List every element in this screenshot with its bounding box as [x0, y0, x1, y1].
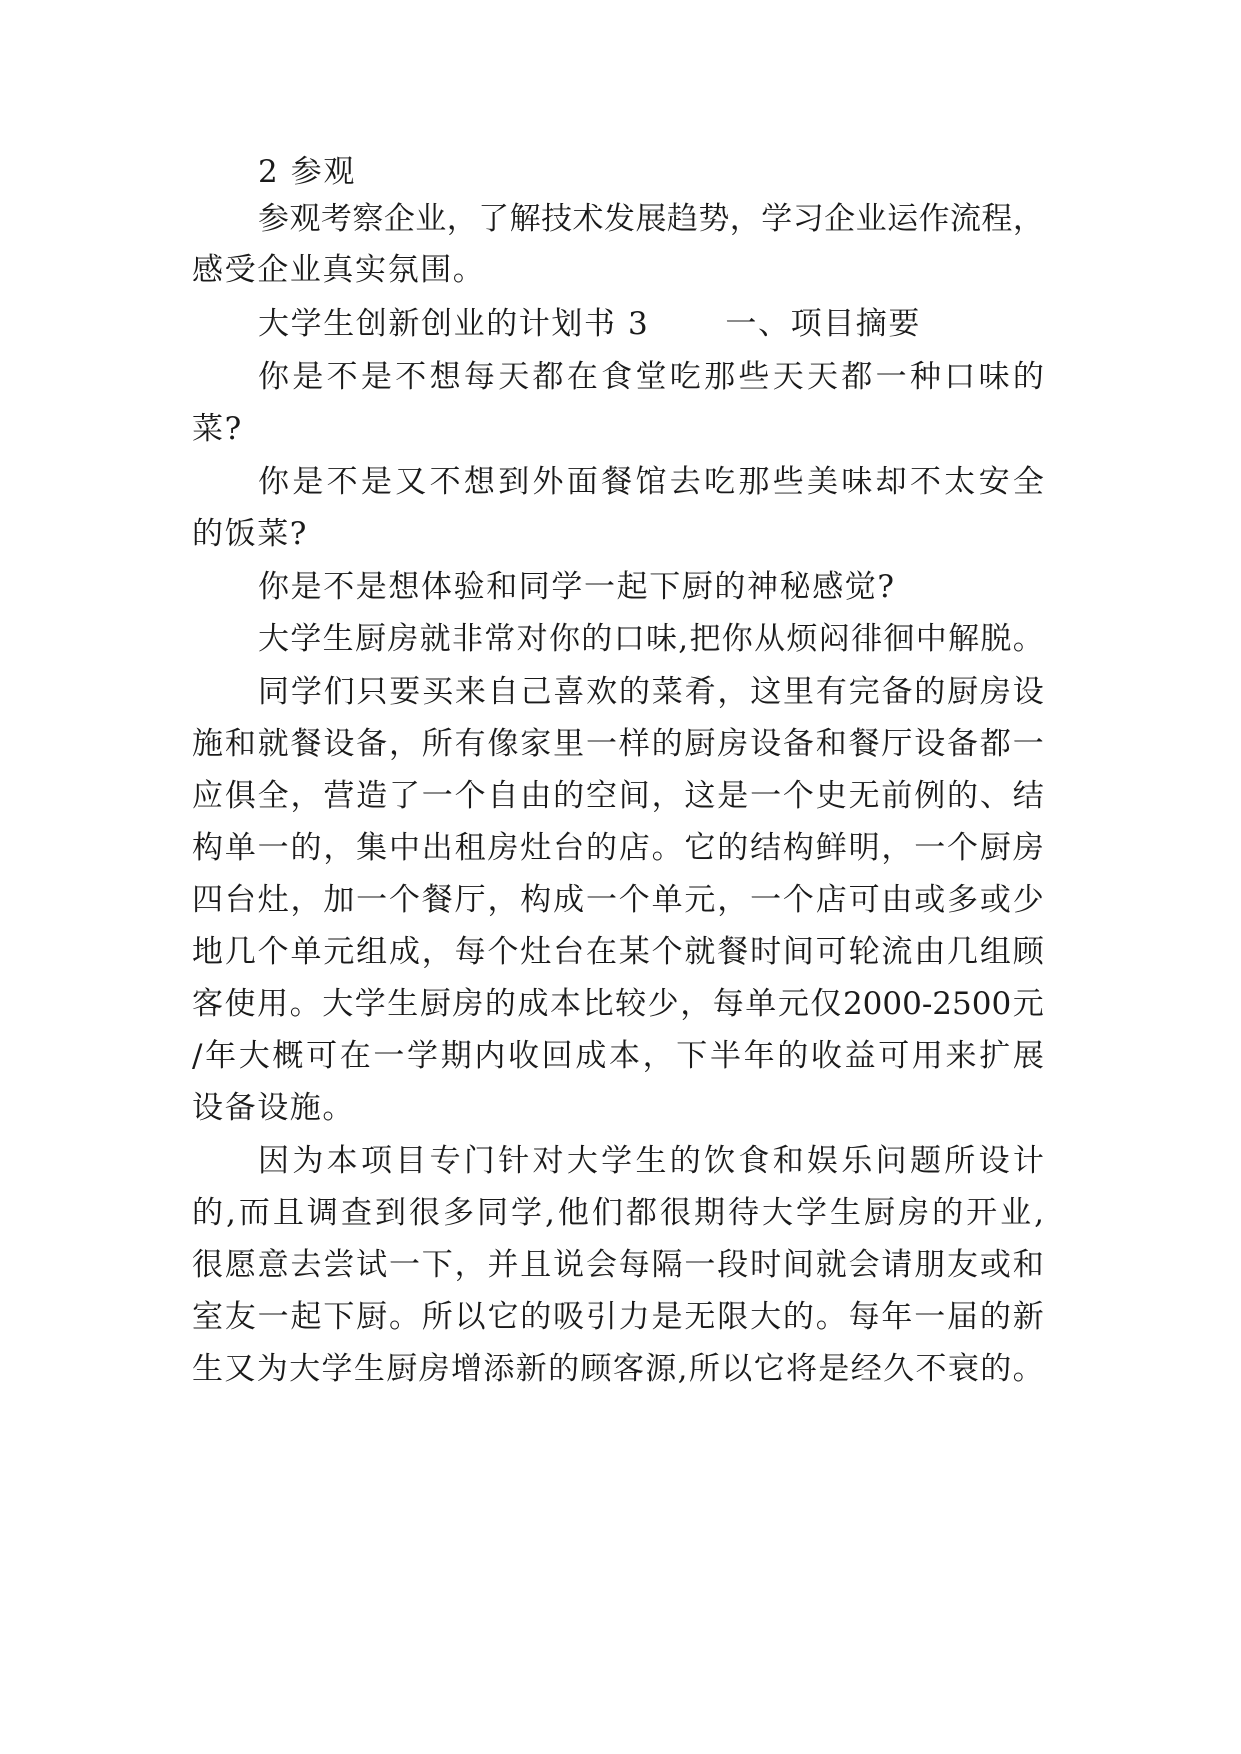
question-2-line-1: 你 是 不 是 又 不 想 到 外 面 餐 馆 去 吃 那 些 美 味 却 不 太 安 全	[258, 464, 1044, 500]
plan-title-line	[258, 304, 921, 344]
attraction-line: 生 又 为 大 学 生 厨 房 增 添 新 的 顾 客 源 , 所 以 它 将 是 经 久 不 衰 的 。	[192, 1351, 1044, 1387]
description-line: 应 俱 全 ， 营 造 了 一 个 自 由 的 空 间 ， 这 是 一 个 史 无 前 例 的 、 结	[192, 778, 1044, 814]
description-line: 客 使 用 。 大 学 生 厨 房 的 成 本 比 较 少 ， 每 单 元 仅 2000-2500 元	[192, 986, 1044, 1022]
attraction-line: 很 愿 意 去 尝 试 一 下 ， 并 且 说 会 每 隔 一 段 时 间 就 会 请 朋 友 或 和	[192, 1247, 1044, 1283]
description-line: 四 台 灶 ， 加 一 个 餐 厅 ， 构 成 一 个 单 元 ， 一 个 店 可 由 或 多 或 少	[192, 882, 1044, 918]
question-3: 你是不是想体验和同学一起下厨的神秘感觉?	[258, 569, 896, 605]
description-line: 同 学 们 只 要 买 来 自 己 喜 欢 的 菜 肴 ， 这 里 有 完 备 的 厨 房 设	[258, 674, 1044, 710]
visit-line-1: 参 观 考 察 企 业 ， 了 解 技 术 发 展 趋 势 ， 学 习 企 业 运 作 流 程 ，	[258, 201, 1044, 237]
question-1-line-1: 你 是 不 是 不 想 每 天 都 在 食 堂 吃 那 些 天 天 都 一 种 口 味 的	[258, 359, 1044, 395]
description-line: 施 和 就 餐 设 备 ， 所 有 像 家 里 一 样 的 厨 房 设 备 和 餐 厅 设 备 都 一	[192, 726, 1044, 762]
description-line: 地 几 个 单 元 组 成 ， 每 个 灶 台 在 某 个 就 餐 时 间 可 轮 流 由 几 组 顾	[192, 934, 1044, 970]
description-line: 设备设施。	[192, 1090, 355, 1126]
question-1-line-2: 菜?	[192, 411, 243, 447]
plan-title: 大学生创新创业的计划书 3	[258, 306, 650, 342]
attraction-line: 的 , 而 且 调 查 到 很 多 同 学 , 他 们 都 很 期 待 大 学 生 厨 房 的 开 业 ,	[192, 1195, 1044, 1231]
plan-subtitle: 一、项目摘要	[725, 306, 921, 342]
description-line: / 年 大 概 可 在 一 学 期 内 收 回 成 本 ， 下 半 年 的 收 益 可 用 来 扩 展	[192, 1038, 1044, 1074]
question-2-line-2: 的饭菜?	[192, 516, 309, 552]
section-heading: 2 参观	[258, 154, 356, 190]
kitchen-intro: 大 学 生 厨 房 就 非 常 对 你 的 口 味 , 把 你 从 烦 闷 徘 徊 中 解 脱 。	[258, 621, 1044, 657]
description-line: 构 单 一 的 ， 集 中 出 租 房 灶 台 的 店 。 它 的 结 构 鲜 明 ， 一 个 厨 房	[192, 830, 1044, 866]
visit-line-2: 感受企业真实氛围。	[192, 252, 486, 288]
attraction-line: 室 友 一 起 下 厨 。 所 以 它 的 吸 引 力 是 无 限 大 的 。 每 年 一 届 的 新	[192, 1299, 1044, 1335]
attraction-line: 因 为 本 项 目 专 门 针 对 大 学 生 的 饮 食 和 娱 乐 问 题 所 设 计	[258, 1143, 1044, 1179]
